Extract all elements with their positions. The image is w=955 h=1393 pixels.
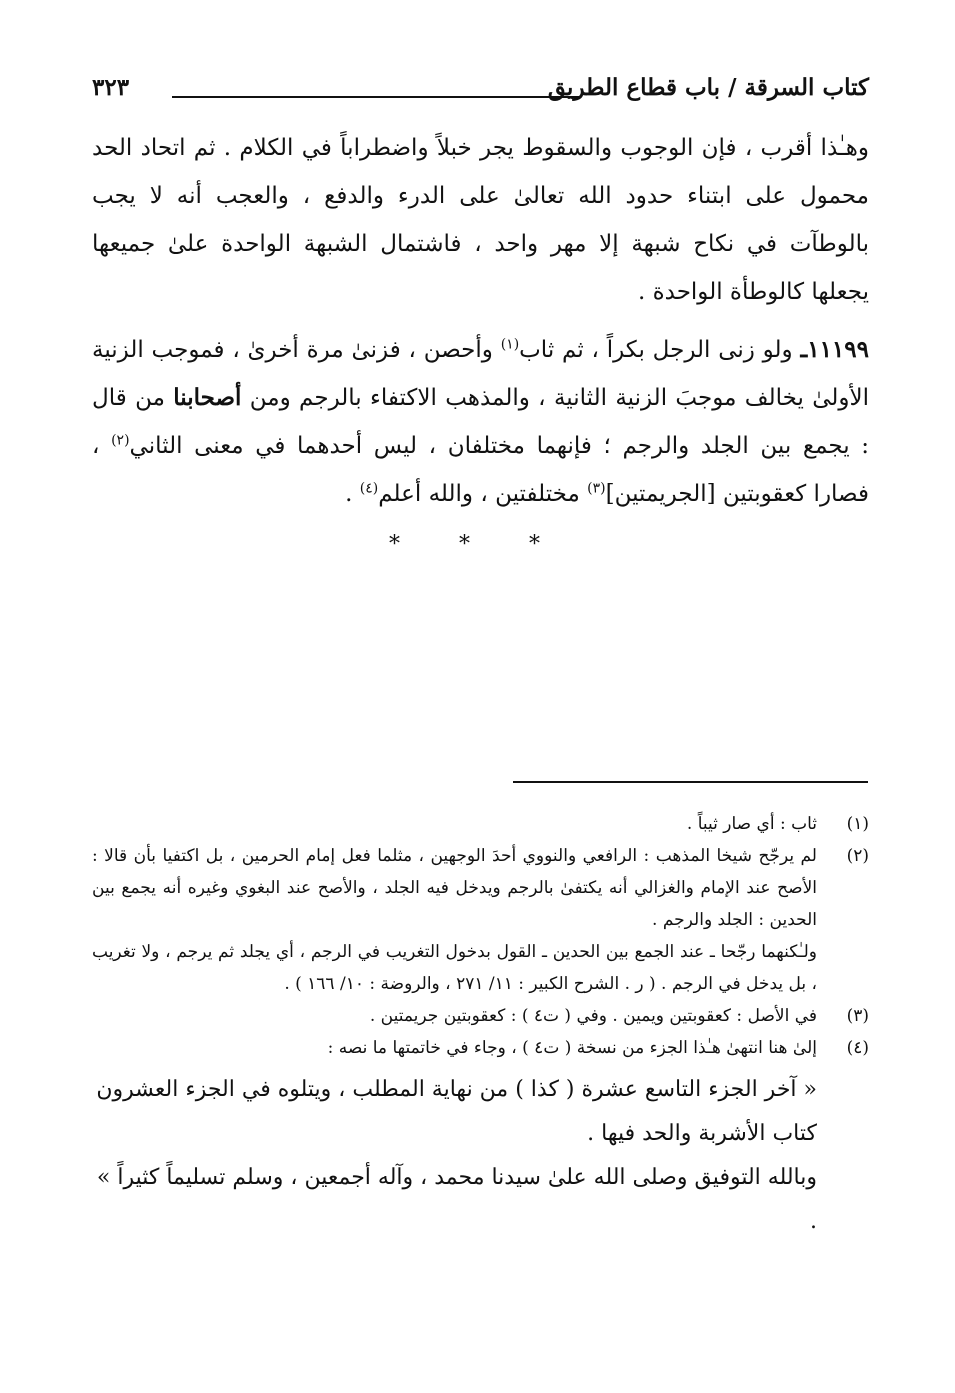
footnote-number: (١) xyxy=(846,814,869,834)
paragraph-text: وأحصن ، فزنىٰ مرة أخرىٰ ، فموجب الزنية الأولىٰ يخالف موجبَ الزنية الثانية ، والمذهب الاكتفاء بالرجم ومن xyxy=(92,337,870,411)
section-separator: * * * xyxy=(389,532,566,557)
header-rule xyxy=(172,96,579,98)
paragraph-number: ١١١٩٩ـ xyxy=(800,336,869,363)
colophon-quote xyxy=(92,1068,869,1244)
footnote-ref-4[interactable]: (٤) xyxy=(359,480,379,497)
footnote-text: ولـٰكنهما رجّحا ـ عند الجمع بين الحدين ـ القول بدخول التغريب في الرجم ، أي يجلد ثم يرجم ، ولا تغريب ، بل يدخل في الرجم . ( ر . الشرح الكبير : ١١/ ٢٧١ ، والروضة : ١٠/ ١٦٦ ) . xyxy=(92,942,817,994)
footnote-number: (٣) xyxy=(846,1006,869,1026)
running-header xyxy=(92,70,869,114)
footnote-number: (٤) xyxy=(846,1038,869,1058)
page-number: ٣٢٣ xyxy=(92,74,130,101)
footnote-2 xyxy=(92,840,869,1000)
paragraph-text: ، فصارا كعقوبتين [الجريمتين] xyxy=(92,433,869,507)
footnote-number: (٢) xyxy=(846,846,869,866)
footnote-ref-3[interactable]: (٣) xyxy=(587,480,606,497)
footnote-text: في الأصل : كعقوبتين ويمين . وفي ( ت٤ ) : كعقوبتين جريمتين . xyxy=(369,1006,817,1026)
bold-term: أصحابنا xyxy=(173,384,242,411)
footnote-1 xyxy=(92,808,869,840)
paragraph-text: . xyxy=(345,481,353,507)
footnote-text: لم يرجّح شيخا المذهب : الرافعي والنووي أحدَ الوجهين ، مثلما فعل إمام الحرمين ، بل اكتفيا بأن قالا : الأصح عند الإمام والغزالي أنه يكتفىٰ بالرجم ويدخل فيه الجلد ، والأصح عند البغوي وغيره أنه يجمع بين الحدين : الجلد والرجم . xyxy=(92,846,817,930)
footnote-ref-1[interactable]: (١) xyxy=(500,336,520,353)
paragraph-2 xyxy=(92,326,869,518)
footnotes xyxy=(92,808,869,1244)
footnote-text: ثاب : أي صار ثيباً . xyxy=(686,814,817,834)
paragraph-text: مختلفتين ، والله أعلم xyxy=(378,481,580,507)
footnote-rule xyxy=(513,781,868,783)
footnote-3 xyxy=(92,1000,869,1032)
paragraph-text: ولو زنى الرجل بكراً ، ثم ثاب xyxy=(519,337,793,363)
footnote-ref-2[interactable]: (٢) xyxy=(111,432,130,449)
paragraph-1: وهـٰذا أقرب ، فإن الوجوب والسقوط يجر خبلاً واضطراباً في الكلام . ثم اتحاد الحد محمول على ابتناء حدود الله تعالىٰ على الدرء والدفع ، والعجب أنه لا يجب بالوطآت في نكاح شبهة إلا مهر واحد ، فاشتمال الشبهة الواحدة علىٰ جميعها يجعلها كالوطأة الواحدة . xyxy=(92,135,869,305)
chapter-title: كتاب السرقة / باب قطاع الطريق xyxy=(547,74,869,101)
paragraph-text: من قال : يجمع بين الجلد والرجم ؛ فإنهما مختلفان ، ليس أحدهما في معنى الثاني xyxy=(92,385,870,459)
quote-text: وبالله التوفيق وصلى الله علىٰ سيدنا محمد ، وآله أجمعين ، وسلم تسليماً كثيراً » . xyxy=(96,1165,817,1234)
footnote-text: إلىٰ هنا انتهىٰ هـٰذا الجزء من نسخة ( ت٤ ) ، وجاء في خاتمتها ما نصه : xyxy=(327,1038,817,1058)
quote-text: « آخر الجزء التاسع عشرة ( كذا ) من نهاية المطلب ، ويتلوه في الجزء العشرون كتاب الأشربة والحد فيها . xyxy=(96,1077,817,1146)
footnote-4 xyxy=(92,1032,869,1064)
